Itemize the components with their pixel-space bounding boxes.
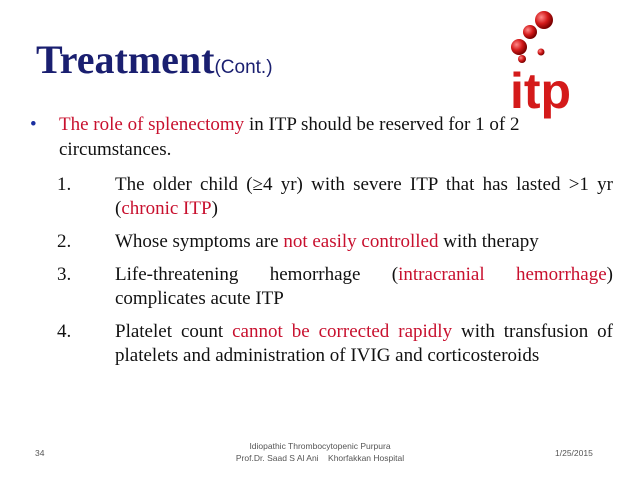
list-item — [57, 320, 613, 368]
footer-line1: Idiopathic Thrombocytopenic Purpura — [249, 441, 391, 451]
item-text: Platelet count cannot be corrected rapidly with transfusion of platelets and administration of IVIG and corticosteroids — [115, 321, 613, 366]
logo-dot — [538, 49, 545, 56]
page-number: 34 — [35, 448, 45, 458]
logo-dot — [511, 39, 527, 55]
title-main: Treatment — [36, 37, 215, 82]
bullet-marker: • — [30, 114, 37, 135]
item-highlight: intracranial hemorrhage — [398, 264, 607, 285]
item-highlight: chronic ITP — [121, 198, 212, 219]
footer-center — [200, 440, 440, 464]
item-text: Whose symptoms are not easily controlled with therapy — [115, 231, 539, 252]
item-highlight: not easily controlled — [283, 231, 439, 252]
logo-dot — [518, 55, 526, 63]
logo-text: itp — [510, 63, 572, 119]
item-number: 1. — [57, 174, 72, 195]
item-number: 4. — [57, 321, 72, 342]
item-text: The older child (≥4 yr) with severe ITP that has lasted >1 yr (chronic ITP) — [115, 174, 613, 219]
bullet-rest: in ITP should be reserved for 1 of 2 circumstances. — [59, 114, 520, 160]
item-text: Life-threatening hemorrhage (intracranial hemorrhage) complicates acute ITP — [115, 264, 613, 309]
item-highlight: cannot be corrected rapidly — [232, 321, 453, 342]
bullet-highlight: The role of splenectomy — [59, 114, 245, 135]
bullet-text — [59, 112, 614, 162]
item-number: 2. — [57, 231, 72, 252]
footer-date: 1/25/2015 — [555, 448, 593, 458]
slide-title — [36, 36, 273, 83]
title-subtitle: (Cont.) — [214, 57, 273, 78]
item-number: 3. — [57, 264, 72, 285]
logo-dot — [535, 11, 553, 29]
footer-line2: Prof.Dr. Saad S Al Ani Khorfakkan Hospital — [235, 453, 405, 463]
logo-dot — [523, 25, 537, 39]
list-item — [57, 263, 613, 311]
list-item — [57, 230, 613, 254]
itp-logo — [500, 10, 625, 120]
circumstance-list — [57, 173, 613, 377]
list-item — [57, 173, 613, 221]
